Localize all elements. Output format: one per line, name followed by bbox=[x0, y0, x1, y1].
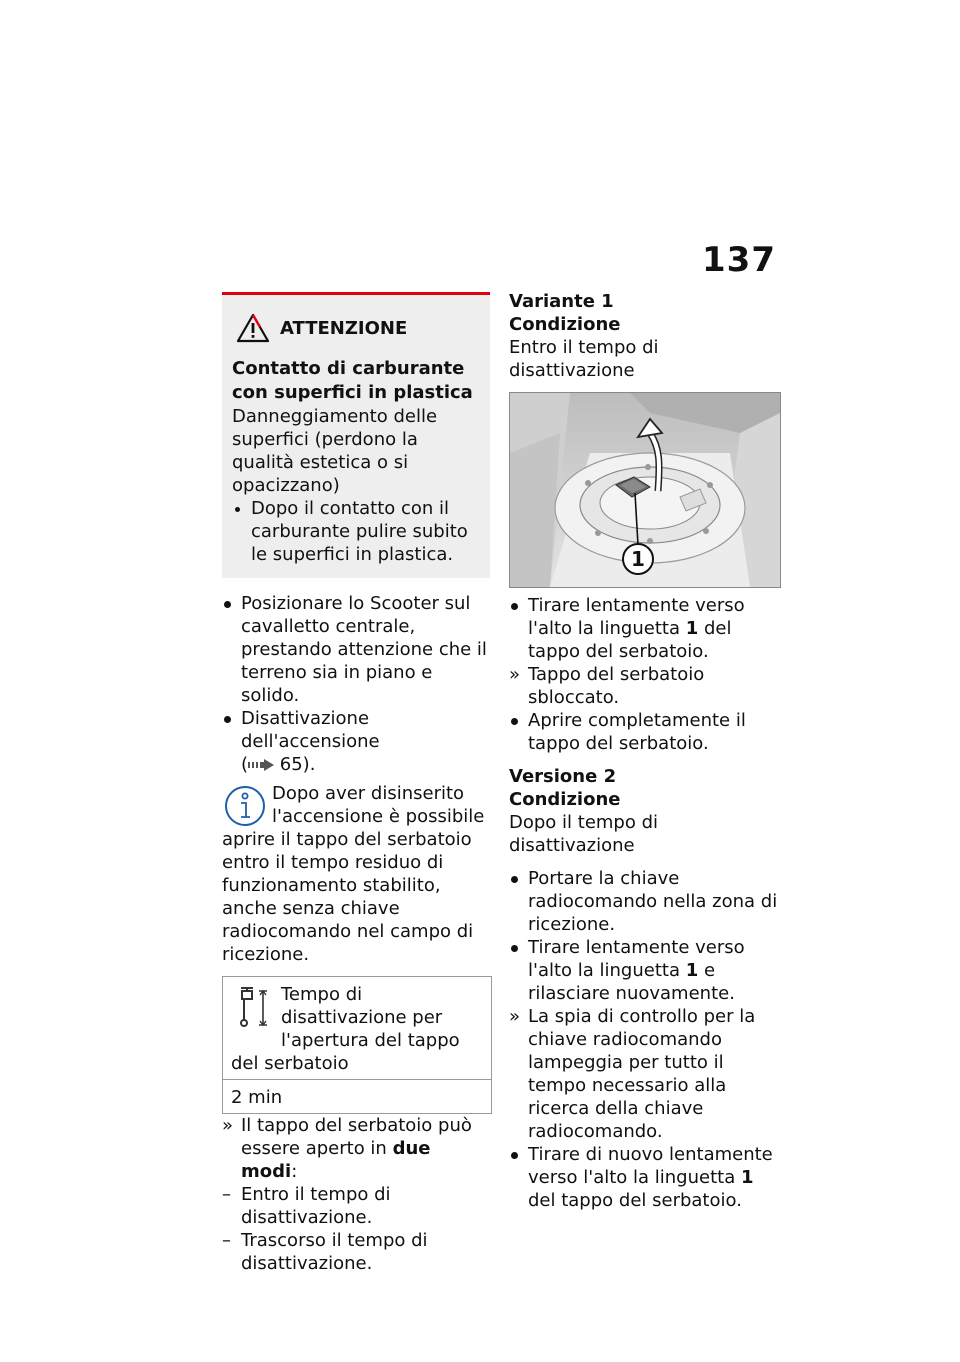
right-column bbox=[509, 290, 781, 1212]
warning-text: Danneggiamento delle superfici (perdono la qualità estetica o si opacizzano) bbox=[232, 406, 438, 496]
variant2-condition: Dopo il tempo di disattivazione bbox=[509, 812, 659, 856]
variant2-heading: Versione 2 bbox=[509, 766, 617, 787]
warning-triangle-icon bbox=[236, 313, 270, 343]
step-ignition-off: Disattivazione dell'accensione bbox=[241, 708, 380, 752]
variant1-step-open: Aprire completamente il tappo del serbatoio. bbox=[528, 710, 746, 754]
variant1-result: » Tappo del serbatoio sbloccato. bbox=[509, 664, 705, 708]
info-note: Dopo aver disinserito l'accensione è possibile aprire il tappo del serbatoio entro il tempo residuo di funzionamento stabilito, anche senza chiave radiocomando nel campo di ricezione. bbox=[222, 783, 485, 965]
variant1-heading: Variante 1 bbox=[509, 291, 614, 312]
page-reference[interactable]: ( 65). bbox=[241, 754, 316, 775]
warning-heading: ATTENZIONE bbox=[280, 317, 408, 339]
left-column bbox=[222, 292, 490, 1275]
spec-label-cell: Tempo di disattivazione per l'apertura del tappo del serbatoio bbox=[223, 977, 492, 1080]
variant2-step-pull-release: Tirare lentamente verso l'alto la linguetta 1 e rilasciare nuovamente. bbox=[528, 937, 745, 1004]
variant2-step-pull-again: Tirare di nuovo lentamente verso l'alto la linguetta 1 del tappo del serbatoio. bbox=[528, 1144, 773, 1211]
variant2-result: » La spia di controllo per la chiave radiocomando lampeggia per tutto il tempo necessario alla ricerca della chiave radiocomando. bbox=[509, 1006, 756, 1142]
fuel-cap-photo bbox=[509, 392, 781, 588]
info-icon bbox=[224, 784, 266, 828]
option-after-time: – Trascorso il tempo di disattivazione. bbox=[222, 1230, 428, 1274]
warning-title: Contatto di carburante con superfici in plastica bbox=[232, 358, 473, 403]
spec-table bbox=[222, 976, 492, 1114]
option-within-time: – Entro il tempo di disattivazione. bbox=[222, 1184, 391, 1228]
variant1-condition: Entro il tempo di disattivazione bbox=[509, 337, 659, 381]
step-position-scooter: Posizionare lo Scooter sul cavalletto centrale, prestando attenzione che il terreno sia in piano e solido. bbox=[241, 593, 487, 706]
fuel-cap-spec-icon bbox=[235, 985, 271, 1033]
variant1-step-pull-tab: Tirare lentamente verso l'alto la linguetta 1 del tappo del serbatoio. bbox=[528, 595, 745, 662]
callout-1: 1 bbox=[631, 547, 645, 571]
variant1-condition-label: Condizione bbox=[509, 314, 621, 335]
page-reference-arrow-icon bbox=[248, 759, 274, 771]
variant2-step-key: Portare la chiave radiocomando nella zona di ricezione. bbox=[528, 868, 778, 935]
warning-box bbox=[222, 292, 490, 578]
warning-header bbox=[236, 313, 480, 343]
page-number: 137 bbox=[702, 240, 776, 280]
warning-bullet: Dopo il contatto con il carburante pulire subito le superfici in plastica. bbox=[251, 498, 468, 565]
spec-value-cell: 2 min bbox=[223, 1080, 492, 1114]
result-two-ways: » Il tappo del serbatoio può essere aperto in due modi: bbox=[222, 1115, 472, 1182]
variant2-condition-label: Condizione bbox=[509, 789, 621, 810]
fuel-cap-illustration bbox=[510, 393, 780, 587]
